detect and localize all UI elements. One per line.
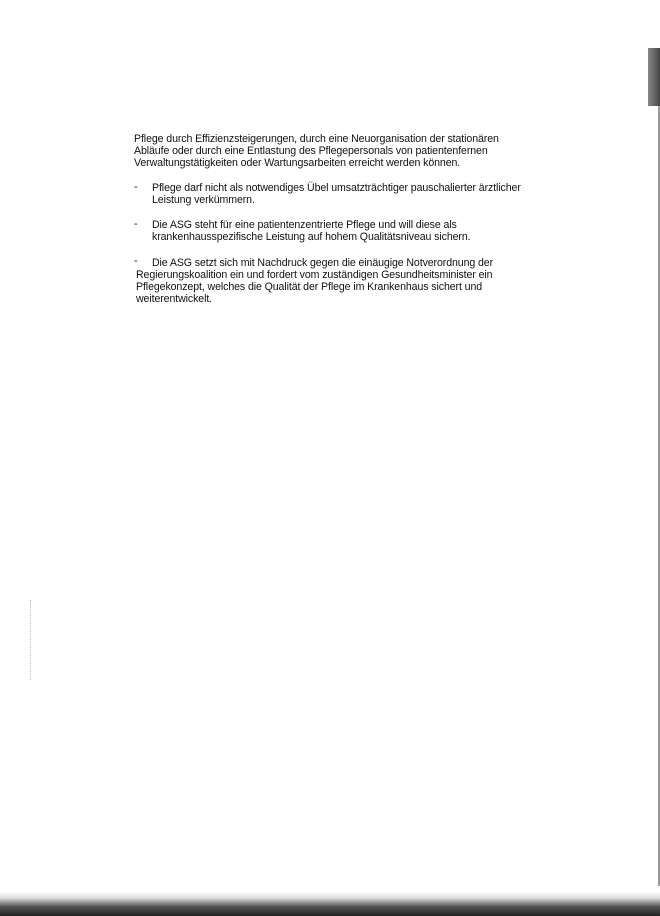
text-line: Verwaltungstätigkeiten oder Wartungsarbeiten erreicht werden können. xyxy=(134,157,461,169)
text-line: Pflege durch Effizienzsteigerungen, durch eine Neuorganisation der stationären xyxy=(134,133,499,145)
scan-edge-right xyxy=(648,48,660,106)
text-line: Pflegekonzept, welches die Qualität der Pflege im Krankenhaus sichert und xyxy=(136,281,483,293)
text-line: Die ASG setzt sich mit Nachdruck gegen die einäugige Notverordnung der xyxy=(152,257,494,269)
text-line: Die ASG steht für eine patientenzentrierte Pflege und will diese als xyxy=(152,219,457,231)
text-line: krankenhausspezifische Leistung auf hohem Qualitätsniveau sichern. xyxy=(152,231,471,243)
bullet-dash: - xyxy=(134,181,138,193)
bullet-dash: - xyxy=(134,218,138,230)
text-line: weiterentwickelt. xyxy=(136,293,213,305)
text-line: Abläufe oder durch eine Entlastung des Pflegepersonals von patientenfernen xyxy=(134,145,488,157)
bullet-dash: - xyxy=(134,255,138,267)
text-line: Leistung verkümmern. xyxy=(152,194,255,206)
scan-edge-bottom xyxy=(0,892,660,916)
scan-edge-left-marks xyxy=(30,600,45,680)
text-line: Regierungskoalition ein und fordert vom zuständigen Gesundheitsminister ein xyxy=(136,269,493,281)
text-line: Pflege darf nicht als notwendiges Übel umsatzträchtiger pauschalierter ärztlicher xyxy=(152,182,521,194)
